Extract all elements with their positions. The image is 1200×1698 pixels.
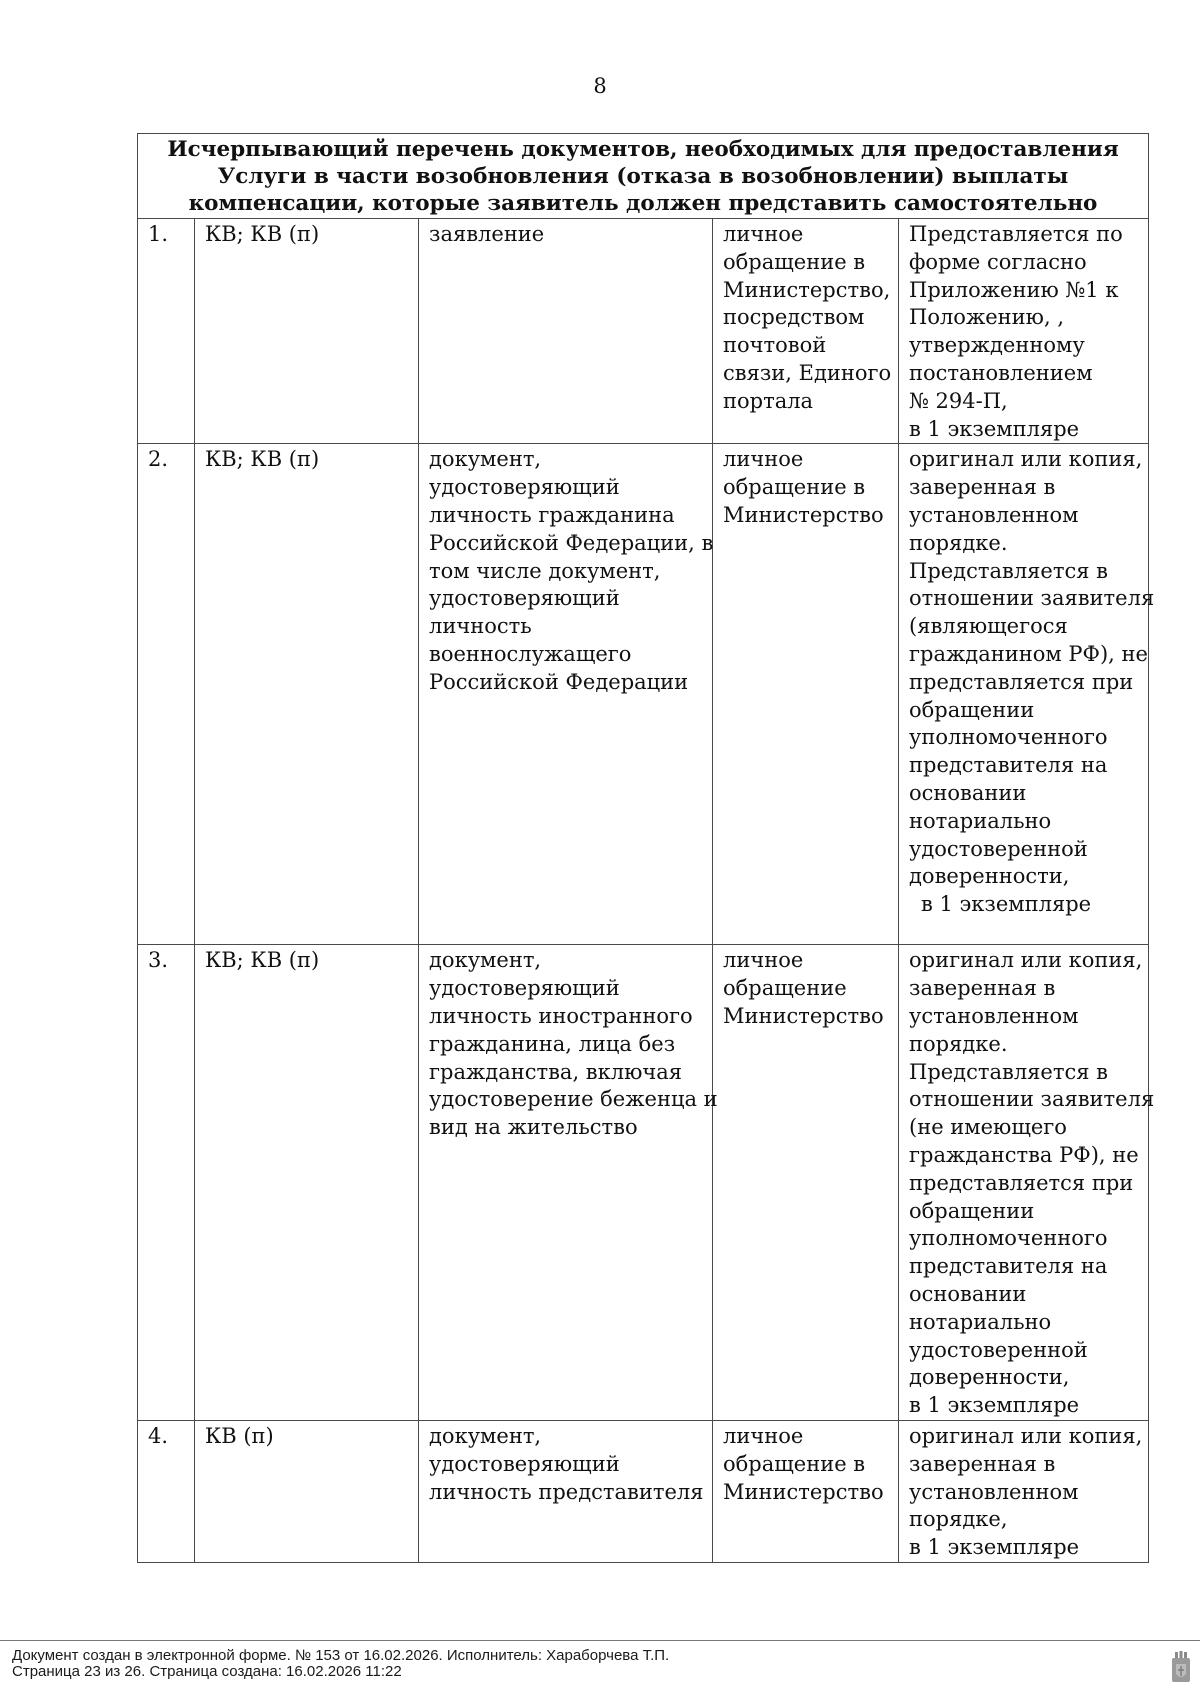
method-cell bbox=[713, 1420, 899, 1562]
notes-line: порядке. bbox=[909, 530, 1008, 555]
document-cell bbox=[419, 1420, 713, 1562]
notes-line: порядке, bbox=[909, 1507, 1008, 1532]
notes-line: Положению, , bbox=[909, 305, 1064, 330]
method-cell bbox=[713, 945, 899, 1421]
notes-line: доверенности, bbox=[909, 1365, 1070, 1390]
method-line: Министерство bbox=[723, 1479, 884, 1504]
notes-line: в 1 экземпляре bbox=[909, 1393, 1080, 1418]
method-line: обращение в bbox=[723, 475, 866, 500]
notes-line: представляется при bbox=[909, 1170, 1134, 1195]
method-line: портала bbox=[723, 388, 814, 413]
notes-line: (не имеющего bbox=[909, 1115, 1067, 1140]
document-line: личность гражданина bbox=[429, 502, 675, 527]
notes-line: представляется при bbox=[909, 669, 1134, 694]
method-line: связи, Единого bbox=[723, 360, 892, 385]
document-cell: заявление bbox=[419, 219, 713, 444]
notes-line: установленном bbox=[909, 502, 1079, 527]
notes-line: представителя на bbox=[909, 1254, 1108, 1279]
notes-line: заверенная в bbox=[909, 1451, 1056, 1476]
method-line: посредством bbox=[723, 305, 865, 330]
notes-line: в 1 экземпляре bbox=[921, 892, 1092, 917]
document-line: том числе документ, bbox=[429, 558, 661, 583]
notes-cell bbox=[899, 1420, 1149, 1562]
notes-line: (являющегося bbox=[909, 614, 1068, 639]
notes-line: Представляется по bbox=[909, 222, 1123, 246]
notes-line: Приложению №1 к bbox=[909, 277, 1119, 302]
notes-line: обращении bbox=[909, 1198, 1035, 1223]
table-row bbox=[138, 1420, 1149, 1562]
document-line: гражданина, лица без bbox=[429, 1031, 676, 1056]
document-line: личность bbox=[429, 614, 532, 639]
category-cell: КВ (п) bbox=[195, 1420, 419, 1562]
notes-line: уполномоченного bbox=[909, 725, 1108, 750]
document-line: военнослужащего bbox=[429, 641, 632, 666]
method-line: Министерство bbox=[723, 1003, 884, 1028]
coat-of-arms-icon bbox=[1170, 1650, 1192, 1684]
document-line: удостоверяющий bbox=[429, 1451, 620, 1476]
notes-line: установленном bbox=[909, 1479, 1079, 1504]
row-number: 1. bbox=[138, 219, 195, 444]
table-row bbox=[138, 444, 1149, 945]
notes-line: нотариально bbox=[909, 1309, 1052, 1334]
method-line: Министерство bbox=[723, 502, 884, 527]
row-number: 2. bbox=[138, 444, 195, 945]
notes-line: в 1 экземпляре bbox=[909, 416, 1080, 441]
notes-line: оригинал или копия, bbox=[909, 447, 1143, 472]
notes-line: установленном bbox=[909, 1003, 1079, 1028]
document-cell bbox=[419, 945, 718, 1421]
footer-divider bbox=[0, 1640, 1200, 1641]
category-cell: КВ; КВ (п) bbox=[195, 945, 419, 1421]
notes-line: № 294-П, bbox=[909, 388, 1008, 413]
notes-line: Представляется в bbox=[909, 558, 1108, 583]
notes-line: удостоверенной bbox=[909, 1337, 1088, 1362]
notes-line: оригинал или копия, bbox=[909, 948, 1143, 973]
document-line: удостоверяющий bbox=[429, 586, 620, 611]
method-line: Министерство, bbox=[723, 277, 891, 302]
method-line: обращение в bbox=[723, 249, 866, 274]
notes-line: в 1 экземпляре bbox=[909, 1535, 1080, 1560]
footer-line-2: Страница 23 из 26. Страница создана: 16.02.2026 11:22 bbox=[12, 1663, 402, 1680]
notes-line: основании bbox=[909, 1281, 1027, 1306]
method-line: личное bbox=[723, 948, 804, 973]
notes-line: заверенная в bbox=[909, 976, 1056, 1001]
page-number: 8 bbox=[593, 74, 607, 98]
notes-line: основании bbox=[909, 780, 1027, 805]
document-line: вид на жительство bbox=[429, 1115, 638, 1140]
table-row bbox=[138, 945, 1149, 1421]
notes-line: гражданства РФ), не bbox=[909, 1142, 1139, 1167]
document-line: Российской Федерации, в bbox=[429, 530, 714, 555]
method-line: личное bbox=[723, 447, 804, 472]
document-line: Российской Федерации bbox=[429, 669, 689, 694]
notes-line: заверенная в bbox=[909, 475, 1056, 500]
document-line: личность представителя bbox=[429, 1479, 704, 1504]
method-cell bbox=[713, 219, 899, 444]
method-line: личное bbox=[723, 1423, 804, 1448]
row-number: 4. bbox=[138, 1420, 195, 1562]
documents-table bbox=[137, 133, 1155, 1563]
method-line: обращение bbox=[723, 976, 847, 1001]
document-line: удостоверение беженца и bbox=[429, 1087, 718, 1112]
table-row bbox=[138, 219, 1149, 444]
method-line: личное bbox=[723, 222, 804, 246]
notes-cell bbox=[899, 444, 1155, 945]
notes-line: удостоверенной bbox=[909, 836, 1088, 861]
notes-line: отношении заявителя bbox=[909, 1087, 1155, 1112]
notes-line: нотариально bbox=[909, 808, 1052, 833]
category-cell: КВ; КВ (п) bbox=[195, 444, 419, 945]
notes-line: форме согласно bbox=[909, 249, 1087, 274]
notes-line: Представляется в bbox=[909, 1059, 1108, 1084]
document-line: личность иностранного bbox=[429, 1003, 693, 1028]
notes-line: обращении bbox=[909, 697, 1035, 722]
notes-cell bbox=[899, 945, 1155, 1421]
document-line: гражданства, включая bbox=[429, 1059, 683, 1084]
document-cell bbox=[419, 444, 713, 945]
document-line: удостоверяющий bbox=[429, 976, 620, 1001]
document-line: документ, bbox=[429, 948, 542, 973]
method-line: почтовой bbox=[723, 333, 827, 358]
notes-line: утвержденному bbox=[909, 333, 1085, 358]
notes-line: порядке. bbox=[909, 1031, 1008, 1056]
table-header: Исчерпывающий перечень документов, необходимых для предоставления Услуги в части возобновления (отказа в возобновлении) выплаты компенсации, которые заявитель должен представить самостоятельно bbox=[138, 134, 1149, 219]
document-line: удостоверяющий bbox=[429, 475, 620, 500]
row-number: 3. bbox=[138, 945, 195, 1421]
category-cell: КВ; КВ (п) bbox=[195, 219, 419, 444]
method-cell bbox=[713, 444, 899, 945]
document-line: документ, bbox=[429, 1423, 542, 1448]
document-footer bbox=[12, 1648, 669, 1680]
document-line: документ, bbox=[429, 447, 542, 472]
notes-line: гражданином РФ), не bbox=[909, 641, 1148, 666]
notes-line: представителя на bbox=[909, 753, 1108, 778]
notes-cell bbox=[899, 219, 1149, 444]
notes-line: оригинал или копия, bbox=[909, 1423, 1143, 1448]
notes-line: отношении заявителя bbox=[909, 586, 1155, 611]
notes-line: доверенности, bbox=[909, 864, 1070, 889]
notes-line: постановлением bbox=[909, 360, 1093, 385]
notes-line: уполномоченного bbox=[909, 1226, 1108, 1251]
method-line: обращение в bbox=[723, 1451, 866, 1476]
footer-line-1: Документ создан в электронной форме. № 153 от 16.02.2026. Исполнитель: Хараборчева Т.П. bbox=[12, 1647, 670, 1664]
